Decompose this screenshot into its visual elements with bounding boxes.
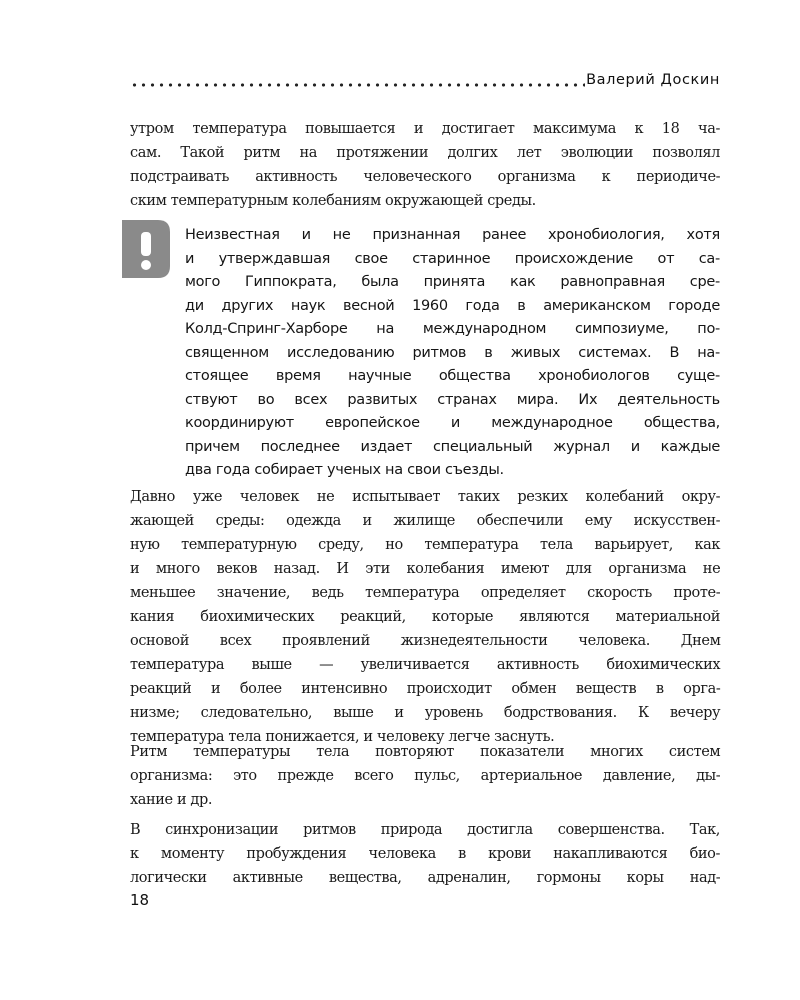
text-line: низме; следовательно, выше и уровень бодрствования. К вечеру <box>130 705 721 721</box>
text-line: Давно уже человек не испытывает таких резких колебаний окру- <box>130 489 721 505</box>
callout-line: Колд-Спринг-Харборе на международном симпозиуме, по- <box>185 321 720 337</box>
text-line: ную температурную среду, но температура тела варьирует, как <box>130 537 721 553</box>
exclamation-icon <box>122 220 174 278</box>
running-header <box>130 68 720 98</box>
text-line: основой всех проявлений жизнедеятельности человека. Днем <box>130 633 721 649</box>
callout-line: причем последнее издает специальный журнал и каждые <box>185 438 720 455</box>
text-line: логически активные вещества, адреналин, гормоны коры над- <box>130 870 721 886</box>
callout-line: мого Гиппократа, была принята как равноправная сре- <box>185 274 720 290</box>
callout-line: два года собирает ученых на свои съезды. <box>185 462 504 478</box>
paragraph-1 <box>130 117 720 213</box>
paragraph-4 <box>130 818 720 890</box>
callout-text <box>185 224 720 483</box>
text-line: организма: это прежде всего пульс, артериальное давление, ды- <box>130 768 721 784</box>
text-line: утром температура повышается и достигает максимума к 18 ча- <box>130 121 720 137</box>
paragraph-2 <box>130 485 720 749</box>
text-line: кания биохимических реакций, которые являются материальной <box>130 609 720 625</box>
text-line: меньшее значение, ведь температура определяет скорость проте- <box>130 585 721 601</box>
text-line: ским температурным колебаниям окружающей среды. <box>130 193 536 209</box>
text-line: В синхронизации ритмов природа достигла совершенства. Так, <box>130 822 720 838</box>
page-number: 18 <box>130 891 150 909</box>
text-line: хание и др. <box>130 792 213 808</box>
text-line: жающей среды: одежда и жилище обеспечили ему искусствен- <box>130 513 721 529</box>
text-line: температура выше — увеличивается активность биохимических <box>130 657 721 673</box>
text-line: подстраивать активность человеческого организма к периодиче- <box>130 169 721 185</box>
callout-line: и утверждавшая свое старинное происхождение от са- <box>185 250 720 267</box>
text-line: сам. Такой ритм на протяжении долгих лет эволюции позволял <box>130 145 720 161</box>
text-line: и много веков назад. И эти колебания имеют для организма не <box>130 561 721 577</box>
callout-line: координируют европейское и международное общества, <box>185 415 720 431</box>
callout-line: ствуют во всех развитых странах мира. Их деятельность <box>185 391 720 408</box>
text-line: к моменту пробуждения человека в крови накапливаются био- <box>130 846 720 862</box>
header-dotted-rule <box>130 83 585 87</box>
callout-line: стоящее время научные общества хронобиологов суще- <box>185 368 720 384</box>
callout-line: Неизвестная и не признанная ранее хронобиология, хотя <box>185 227 720 243</box>
callout-line: священном исследованию ритмов в живых системах. В на- <box>185 344 720 361</box>
header-author: Валерий Доскин <box>586 72 720 88</box>
text-line: температура тела понижается, и человеку легче заснуть. <box>130 729 555 745</box>
text-line: реакций и более интенсивно происходит обмен веществ в орга- <box>130 681 721 697</box>
text-line: Ритм температуры тела повторяют показатели многих систем <box>130 744 721 760</box>
callout-line: ди других наук весной 1960 года в американском городе <box>185 297 720 314</box>
paragraph-3 <box>130 740 720 812</box>
